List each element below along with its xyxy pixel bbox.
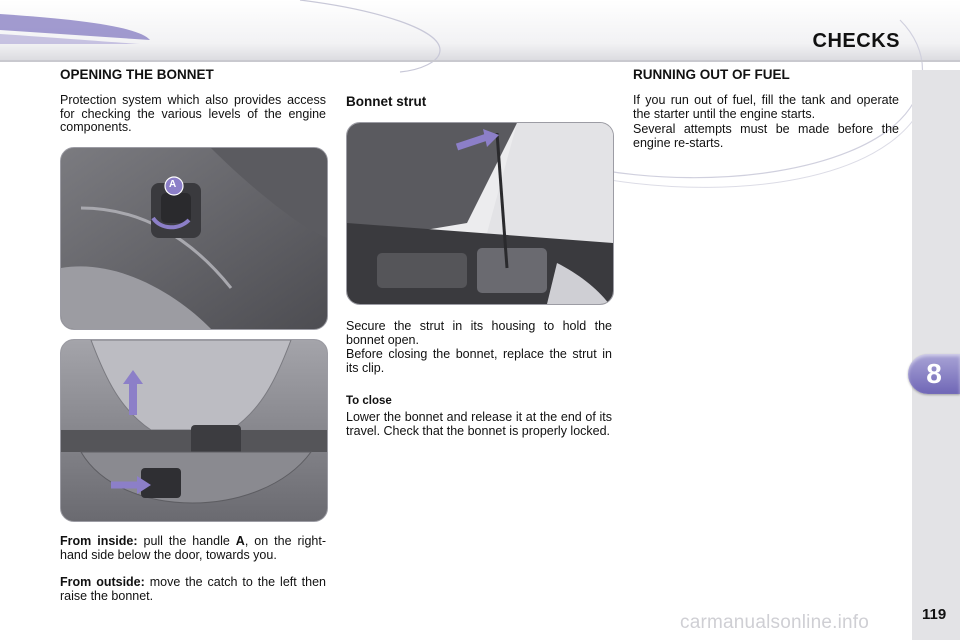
interior-handle-image — [60, 147, 328, 330]
from-outside-instruction — [60, 576, 326, 603]
from-inside-instruction — [60, 535, 326, 562]
running-out-of-fuel-heading: RUNNING OUT OF FUEL — [633, 67, 790, 82]
handle-callout-label: A — [169, 179, 177, 190]
from-inside-text-after: , on the right-hand side below the door, towards you. — [60, 534, 326, 562]
fuel-refill-instruction: If you run out of fuel, fill the tank and operate the starter until the engine starts. — [633, 93, 899, 121]
to-close-heading: To close — [346, 395, 392, 407]
strut-secure-instruction: Secure the strut in its housing to hold the bonnet open. — [346, 319, 612, 347]
handle-reference: A — [235, 534, 245, 548]
watermark: carmanualsonline.info — [680, 612, 870, 633]
section-title: CHECKS — [812, 30, 900, 52]
fuel-restart-note: Several attempts must be made before the engine re-starts. — [633, 122, 899, 150]
from-inside-label: From inside: — [60, 534, 138, 548]
from-outside-label: From outside: — [60, 575, 145, 589]
opening-bonnet-heading: OPENING THE BONNET — [60, 67, 214, 82]
header-divider — [0, 60, 960, 62]
to-close-instruction: Lower the bonnet and release it at the end of its travel. Check that the bonnet is properly locked. — [346, 410, 612, 438]
from-outside-text: move the catch to the left then raise the bonnet. — [60, 575, 326, 603]
bonnet-strut-image — [346, 122, 614, 305]
strut-replace-instruction: Before closing the bonnet, replace the strut in its clip. — [346, 347, 612, 375]
bonnet-catch-image — [60, 339, 328, 522]
from-inside-text-before: pull the handle — [137, 534, 236, 548]
chapter-tab[interactable]: 8 — [908, 354, 960, 394]
bonnet-strut-heading: Bonnet strut — [346, 94, 427, 109]
page-number: 119 — [922, 606, 947, 623]
opening-bonnet-intro: Protection system which also provides access for checking the various levels of the engine components. — [60, 93, 326, 134]
